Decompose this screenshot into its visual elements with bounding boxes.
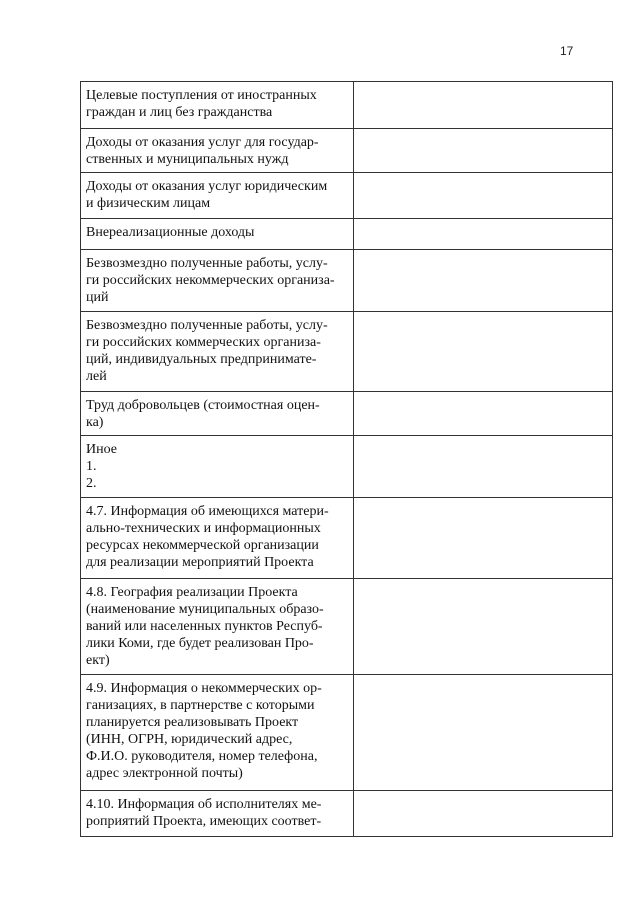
table-row	[81, 791, 613, 837]
table-row	[81, 129, 613, 173]
table-row	[81, 250, 613, 312]
row-label: Иное 1. 2.	[86, 442, 117, 491]
row-value-cell[interactable]	[354, 498, 613, 579]
row-value-cell[interactable]	[354, 129, 613, 173]
row-label: Внереализационные доходы	[86, 225, 255, 240]
row-label: Безвозмездно полученные работы, услу- ги российских коммерческих организа- ций, индивидуальных предпринимате- лей	[86, 318, 328, 384]
table-row	[81, 579, 613, 675]
page-number: 17	[560, 44, 574, 58]
row-label: Труд добровольцев (стоимостная оцен- ка)	[86, 398, 320, 430]
table-row	[81, 675, 613, 791]
row-label: 4.10. Информация об исполнителях ме- роприятий Проекта, имеющих соответ-	[86, 797, 322, 829]
table-row	[81, 219, 613, 250]
row-label: 4.8. География реализации Проекта (наименование муниципальных образо- ваний или населенных пунктов Респуб- лики Коми, где будет реализован Про- ект)	[86, 585, 324, 668]
row-value-cell[interactable]	[354, 173, 613, 219]
row-label: Целевые поступления от иностранных граждан и лиц без гражданства	[86, 88, 317, 120]
row-value-cell[interactable]	[354, 219, 613, 250]
row-label-cell	[81, 250, 354, 312]
row-label-cell	[81, 173, 354, 219]
row-label: 4.7. Информация об имеющихся матери- ально-технических и информационных ресурсах некоммерческой организации для реализации мероприятий Проекта	[86, 504, 329, 570]
table-row	[81, 498, 613, 579]
row-label-cell	[81, 436, 354, 498]
table-row	[81, 436, 613, 498]
row-label: Доходы от оказания услуг юридическим и физическим лицам	[86, 179, 328, 211]
row-value-cell[interactable]	[354, 82, 613, 129]
row-label-cell	[81, 791, 354, 837]
row-value-cell[interactable]	[354, 791, 613, 837]
table-row	[81, 392, 613, 436]
application-form-table	[80, 81, 613, 837]
row-label: Доходы от оказания услуг для государ- ственных и муниципальных нужд	[86, 135, 319, 167]
row-label-cell	[81, 675, 354, 791]
row-label-cell	[81, 129, 354, 173]
row-label-cell	[81, 82, 354, 129]
row-label-cell	[81, 498, 354, 579]
row-label: 4.9. Информация о некоммерческих ор- ганизациях, в партнерстве с которыми планируется реализовывать Проект (ИНН, ОГРН, юридический адрес, Ф.И.О. руководителя, номер телефона, адрес электронной почты)	[86, 681, 322, 781]
row-label-cell	[81, 312, 354, 392]
row-value-cell[interactable]	[354, 250, 613, 312]
row-label-cell	[81, 579, 354, 675]
row-value-cell[interactable]	[354, 436, 613, 498]
table-row	[81, 82, 613, 129]
row-value-cell[interactable]	[354, 392, 613, 436]
row-label: Безвозмездно полученные работы, услу- ги российских некоммерческих организа- ций	[86, 256, 335, 305]
row-value-cell[interactable]	[354, 579, 613, 675]
row-value-cell[interactable]	[354, 675, 613, 791]
table-row	[81, 173, 613, 219]
table-row	[81, 312, 613, 392]
row-label-cell	[81, 219, 354, 250]
row-label-cell	[81, 392, 354, 436]
row-value-cell[interactable]	[354, 312, 613, 392]
